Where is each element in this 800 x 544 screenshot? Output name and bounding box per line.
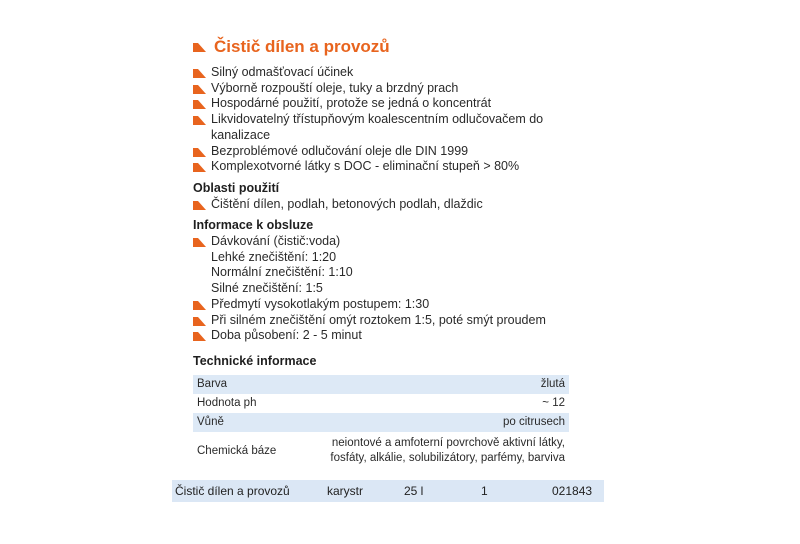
- arrow-bullet-icon: [193, 85, 206, 94]
- table-row: [193, 432, 569, 470]
- feature-item: Likvidovatelný třístupňovým koalescentním odlučovačem do kanalizace: [193, 112, 605, 143]
- technical-heading: Technické informace: [193, 353, 317, 368]
- feature-item: Výborně rozpouští oleje, tuky a brzdný prach: [193, 81, 605, 97]
- table-row: [193, 375, 569, 394]
- product-title-text: Čistič dílen a provozů: [214, 37, 390, 56]
- instruction-item: Dávkování (čistič:voda): [193, 234, 605, 250]
- arrow-bullet-icon: [193, 69, 206, 78]
- instruction-item: Předmytí vysokotlakým postupem: 1:30: [193, 297, 605, 313]
- areas-heading: Oblasti použití: [193, 180, 280, 195]
- areas-list: [193, 197, 605, 213]
- arrow-bullet-icon: [193, 148, 206, 157]
- instructions-heading: Informace k obsluze: [193, 218, 314, 233]
- feature-list: [193, 65, 605, 175]
- arrow-bullet-icon: [193, 100, 206, 109]
- instructions-list: [193, 234, 605, 344]
- tech-value-base: neiontové a amfoterní povrchově aktivní látky, fosfáty, alkálie, solubilizátory, parfémy, barviva: [330, 436, 565, 464]
- product-sheet: [193, 36, 605, 470]
- arrow-bullet-icon: [193, 317, 206, 326]
- product-packaging: karystr: [327, 484, 363, 498]
- dosing-normal: Normální znečištění: 1:10: [211, 265, 353, 280]
- arrow-bullet-icon: [193, 116, 206, 125]
- dosing-light: Lehké znečištění: 1:20: [211, 249, 337, 264]
- technical-table: [193, 375, 569, 470]
- product-code: 021843: [552, 484, 593, 498]
- tech-value-ph: ~ 12: [542, 397, 565, 410]
- instruction-item: Při silném znečištění omýt roztokem 1:5, poté smýt proudem: [193, 313, 605, 329]
- product-order-row: [172, 480, 604, 502]
- tech-label-color: Barva: [197, 378, 228, 391]
- tech-value-scent: po citrusech: [502, 416, 565, 429]
- feature-item: Bezproblémové odlučování oleje dle DIN 1999: [193, 144, 605, 160]
- feature-item: Hospodárné použití, protože se jedná o koncentrát: [193, 96, 605, 112]
- arrow-bullet-icon: [193, 238, 206, 247]
- table-row: [193, 413, 569, 432]
- product-quantity: 1: [481, 484, 488, 498]
- feature-item: Komplexotvorné látky s DOC - eliminační stupeň > 80%: [193, 159, 605, 175]
- product-title: [193, 36, 605, 58]
- arrow-bullet-icon: [193, 332, 206, 341]
- arrow-bullet-icon: [193, 43, 206, 52]
- instruction-item: Doba působení: 2 - 5 minut: [193, 328, 605, 344]
- tech-label-base: Chemická báze: [197, 444, 277, 457]
- tech-label-scent: Vůně: [197, 416, 224, 429]
- dosing-heavy: Silné znečištění: 1:5: [211, 281, 323, 296]
- tech-value-color: žlutá: [540, 378, 565, 391]
- table-row: [193, 394, 569, 413]
- arrow-bullet-icon: [193, 301, 206, 310]
- feature-item: Silný odmašťovací účinek: [193, 65, 605, 81]
- product-volume: 25 l: [404, 484, 424, 498]
- arrow-bullet-icon: [193, 201, 206, 210]
- tech-label-ph: Hodnota ph: [197, 397, 257, 410]
- area-item: Čištění dílen, podlah, betonových podlah, dlaždic: [193, 197, 605, 213]
- product-name: Čistič dílen a provozů: [175, 484, 290, 498]
- arrow-bullet-icon: [193, 163, 206, 172]
